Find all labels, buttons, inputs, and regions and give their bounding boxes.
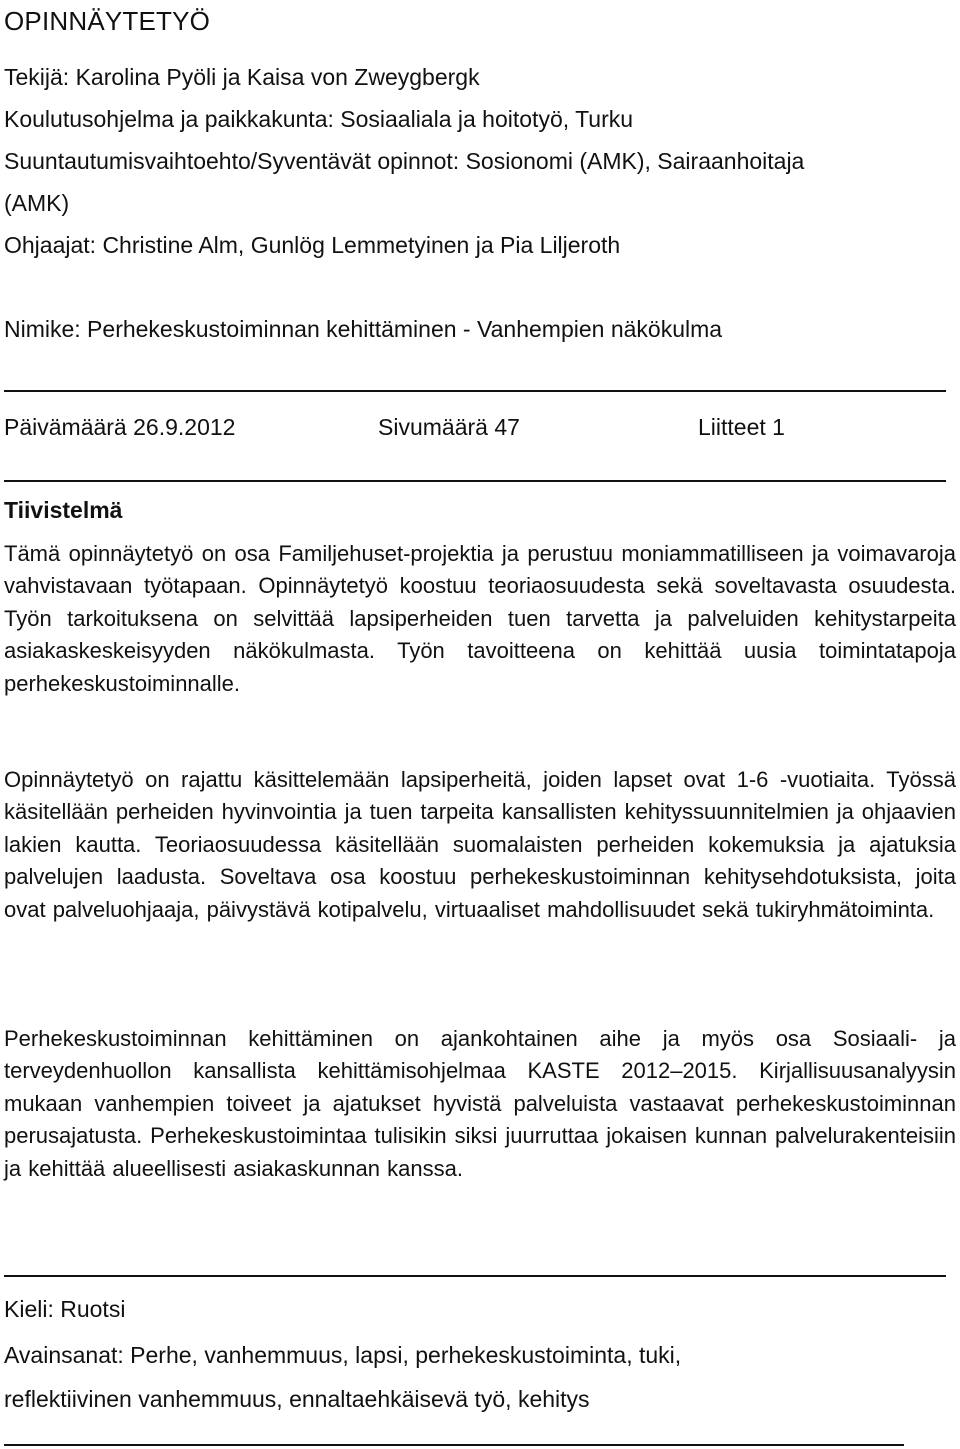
abstract-paragraph: Opinnäytetyö on rajattu käsittelemään lapsiperheitä, joiden lapset ovat 1-6 -vuotiaita. Työssä käsitellään perheiden hyvinvointia ja tuen tarpeita kansallisten kehityssuunnitelmien ja ohjaavien lakien kautta. Teoriaosuudessa käsitellään suomalaisten perheiden kokemuksia ja ajatuksia palvelujen laadusta. Soveltava osa koostuu perhekeskustoiminnan kehitysehdotuksista, joita ovat palveluohjaaja, päivystävä kotipalvelu, virtuaaliset mahdollisuudet sekä tukiryhmätoiminta. xyxy=(4,767,956,922)
keywords-line-continued: reflektiivinen vanhemmuus, ennaltaehkäisevä työ, kehitys xyxy=(4,1386,590,1412)
supervisors-line: Ohjaajat: Christine Alm, Gunlög Lemmetyinen ja Pia Liljeroth xyxy=(4,232,621,258)
abstract-heading: Tiivistelmä xyxy=(4,497,123,523)
page-count-field: Sivumäärä 47 xyxy=(378,414,520,440)
thesis-metadata xyxy=(4,56,956,266)
divider-before-keywords xyxy=(4,1275,946,1277)
authors-line: Tekijä: Karolina Pyöli ja Kaisa von Zweygbergk xyxy=(4,64,480,90)
divider-bottom xyxy=(4,1444,904,1446)
abstract-paragraph: Perhekeskustoiminnan kehittäminen on ajankohtainen aihe ja myös osa Sosiaali- ja terveydenhuollon kansallista kehittämisohjelmaa KASTE 2012–2015. Kirjallisuusanalyysin mukaan vanhempien toiveet ja ajatukset hyvistä palveluista vastaavat perhekeskustoiminnan perusajatusta. Perhekeskustoimintaa tulisikin siksi juurruttaa jokaisen kunnan palvelurakenteisiin ja kehittää alueellisesti asiakaskunnan kanssa. xyxy=(4,1026,956,1181)
abstract-paragraph: Tämä opinnäytetyö on osa Familjehuset-projektia ja perustuu moniammatilliseen ja voimavaroja vahvistavaan työtapaan. Opinnäytetyö koostuu teoriaosuudesta sekä soveltavasta osuudesta. Työn tarkoituksena on selvittää lapsiperheiden tuen tarvetta ja palveluiden kehitystarpeita asiakaskeskeisyyden näkökulmasta. Työn tavoitteena on kehittää uusia toimintatapoja perhekeskustoiminnalle. xyxy=(4,541,956,696)
programme-line: Koulutusohjelma ja paikkakunta: Sosiaaliala ja hoitotyö, Turku xyxy=(4,106,634,132)
divider-top xyxy=(4,390,946,392)
specialization-line: Suuntautumisvaihtoehto/Syventävät opinnot: Sosionomi (AMK), Sairaanhoitaja xyxy=(4,148,805,174)
language-field: Kieli: Ruotsi xyxy=(4,1296,126,1322)
date-field: Päivämäärä 26.9.2012 xyxy=(4,414,236,440)
specialization-line-continued: (AMK) xyxy=(4,190,70,216)
keywords-block xyxy=(4,1333,944,1421)
thesis-title-line: Nimike: Perhekeskustoiminnan kehittäminen - Vanhempien näkökulma xyxy=(4,316,723,342)
divider-after-stats xyxy=(4,480,946,482)
document-title: OPINNÄYTETYÖ xyxy=(4,6,211,36)
keywords-line: Avainsanat: Perhe, vanhemmuus, lapsi, perhekeskustoiminta, tuki, xyxy=(4,1342,682,1368)
attachments-field: Liitteet 1 xyxy=(698,414,785,440)
thesis-stats-row xyxy=(4,406,944,448)
